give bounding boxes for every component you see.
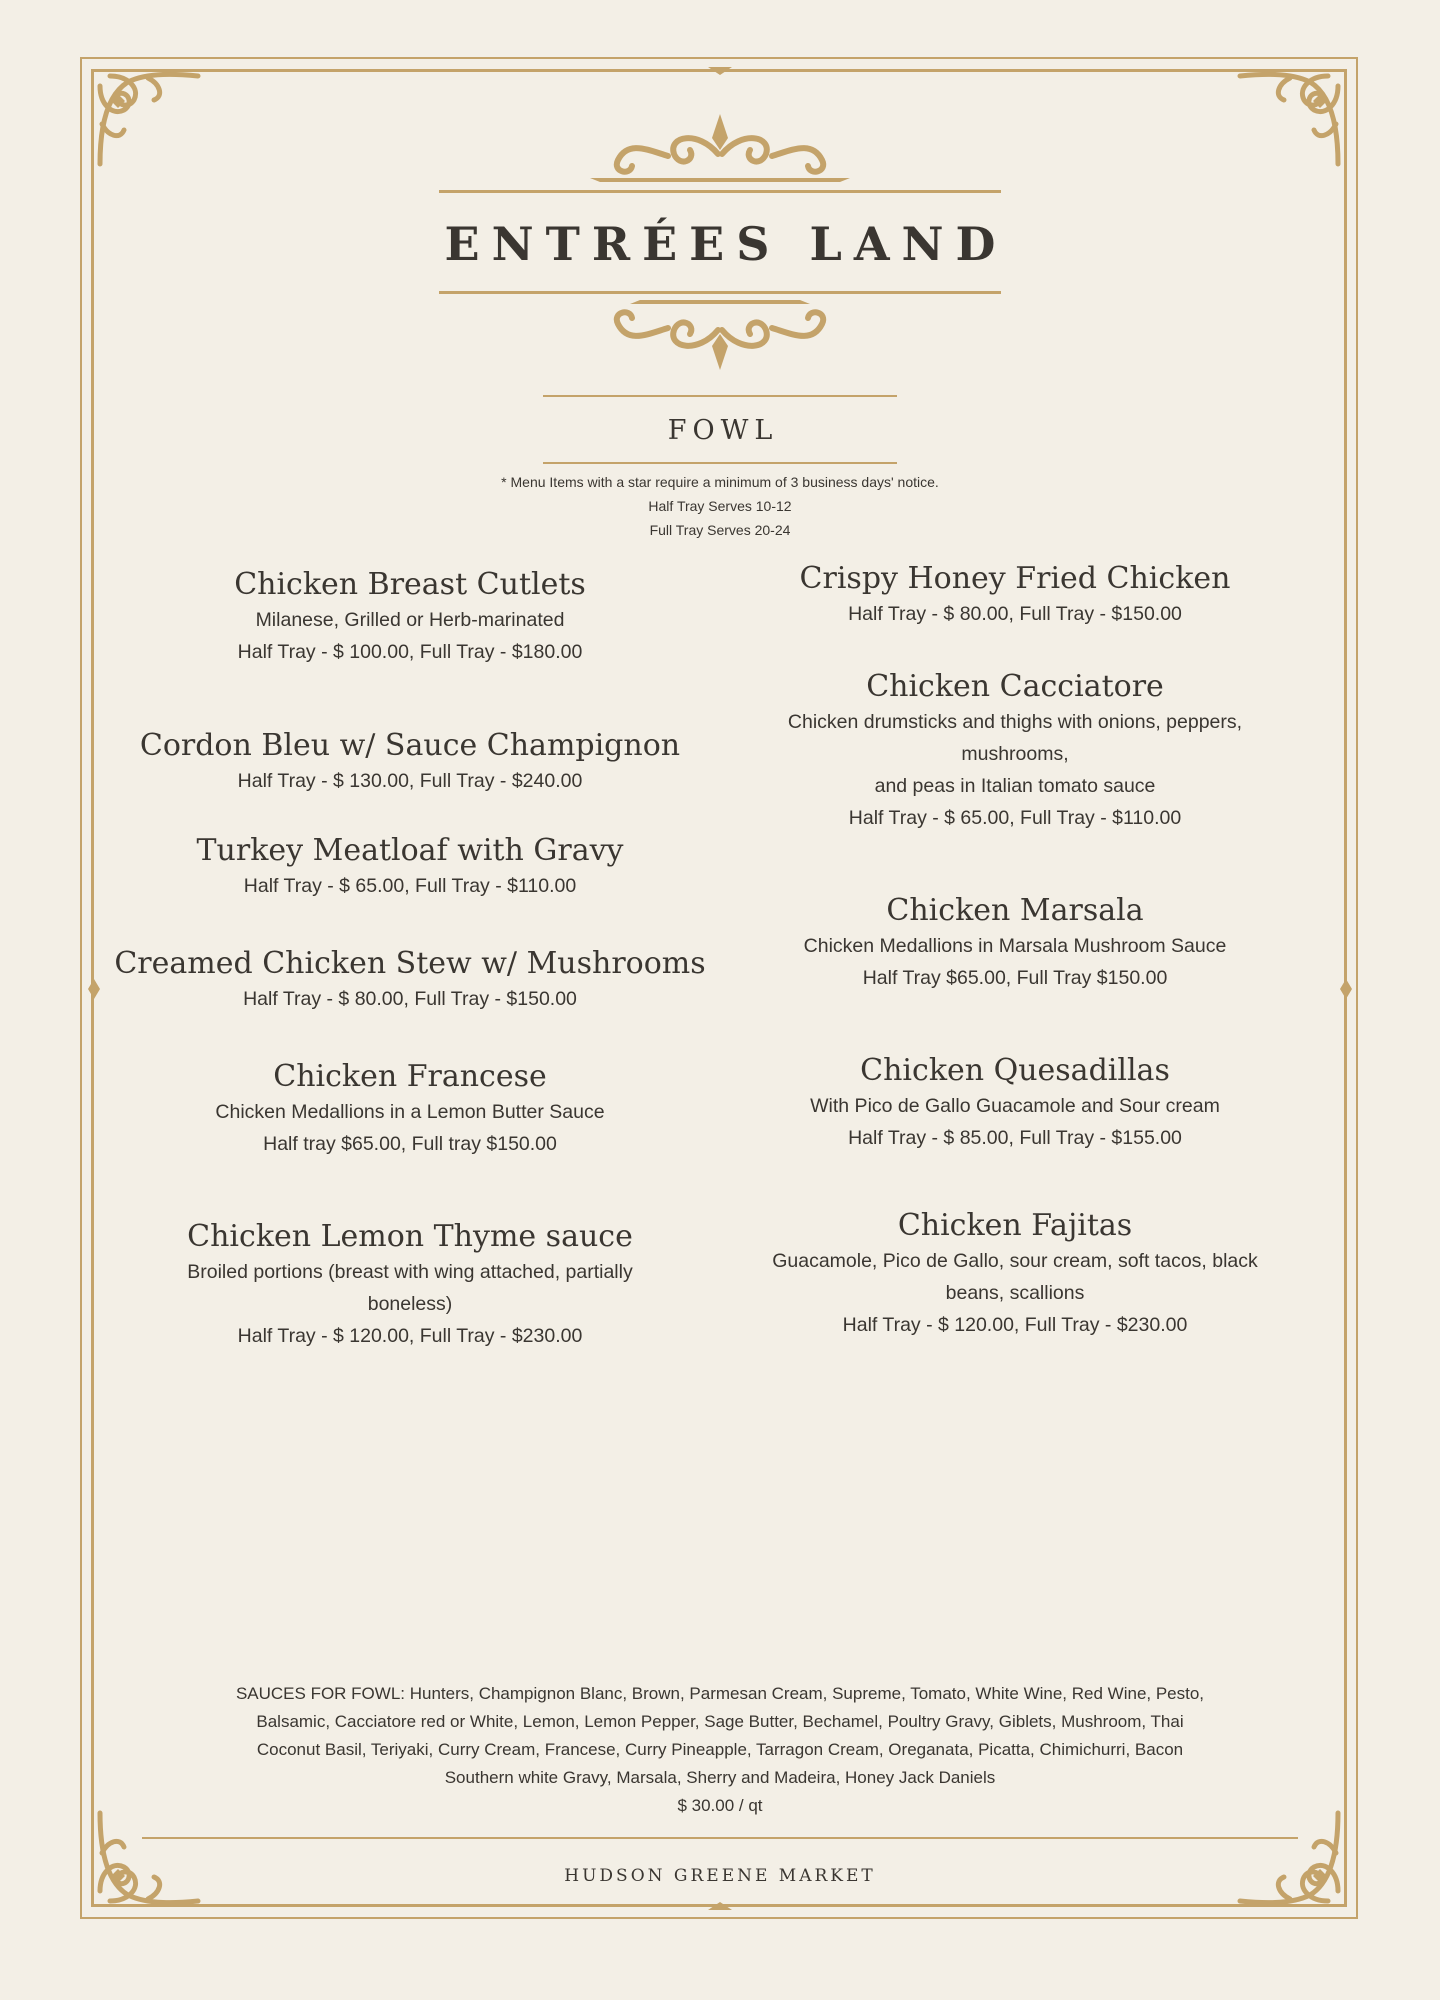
note-line: Half Tray Serves 10-12 xyxy=(648,498,792,514)
menu-item xyxy=(120,832,700,902)
item-name: Crispy Honey Fried Chicken xyxy=(799,561,1231,596)
item-name: Chicken Cacciatore xyxy=(866,669,1164,704)
sauces-list xyxy=(180,1680,1260,1820)
section-header xyxy=(0,395,1440,542)
item-price: Half Tray - $ 65.00, Full Tray - $110.00 xyxy=(243,875,577,897)
item-name: Chicken Lemon Thyme sauce xyxy=(187,1219,633,1254)
item-name: Chicken Fajitas xyxy=(897,1208,1133,1243)
menu-item xyxy=(725,1207,1305,1341)
sauces-line: Coconut Basil, Teriyaki, Curry Cream, Francese, Curry Pineapple, Tarragon Cream, Oreganata, Picatta, Chimichurri, Bacon xyxy=(256,1740,1184,1759)
footer-rule xyxy=(142,1837,1298,1839)
section-title: FOWL xyxy=(667,415,779,446)
flourish-top-icon xyxy=(570,110,870,190)
item-name: Chicken Marsala xyxy=(886,893,1144,928)
item-price: Half Tray - $ 80.00, Full Tray - $150.00 xyxy=(243,988,577,1010)
section-notes xyxy=(0,470,1440,542)
sauces-line: Southern white Gravy, Marsala, Sherry and Madeira, Honey Jack Daniels xyxy=(444,1768,996,1787)
item-name: Creamed Chicken Stew w/ Mushrooms xyxy=(114,946,706,981)
item-name: Chicken Quesadillas xyxy=(860,1053,1170,1088)
item-description: mushrooms, xyxy=(961,743,1069,765)
menu-item xyxy=(725,1052,1305,1154)
note-line: * Menu Items with a star require a minimum of 3 business days' notice. xyxy=(501,474,939,490)
page-title: ENTRÉES LAND xyxy=(444,217,1008,271)
menu-item xyxy=(120,566,700,668)
item-price: Half Tray - $ 85.00, Full Tray - $155.00 xyxy=(848,1127,1182,1149)
item-name: Cordon Bleu w/ Sauce Champignon xyxy=(139,728,681,763)
title-block xyxy=(0,110,1440,374)
sauces-line: Balsamic, Cacciatore red or White, Lemon, Lemon Pepper, Sage Butter, Bechamel, Poultry Gravy, Giblets, Mushroom, Thai xyxy=(256,1712,1184,1731)
frame-diamond-icon xyxy=(88,979,100,999)
flourish-bottom-icon xyxy=(570,294,870,374)
item-description: Milanese, Grilled or Herb-marinated xyxy=(255,609,565,631)
menu-item xyxy=(120,727,700,797)
menu-item xyxy=(120,1218,700,1352)
frame-notch-icon xyxy=(708,1900,732,1912)
footer-brand: HUDSON GREENE MARKET xyxy=(564,1866,876,1886)
menu-item xyxy=(725,560,1305,630)
sauces-price: $ 30.00 / qt xyxy=(677,1796,763,1815)
item-price: Half Tray $65.00, Full Tray $150.00 xyxy=(862,967,1168,989)
menu-item xyxy=(110,945,710,1015)
item-price: Half Tray - $ 120.00, Full Tray - $230.00 xyxy=(842,1314,1188,1336)
menu-item xyxy=(725,892,1305,994)
item-price: Half Tray - $ 80.00, Full Tray - $150.00 xyxy=(848,603,1182,625)
title-rule-top xyxy=(439,190,1001,193)
frame-diamond-icon xyxy=(1340,979,1352,999)
item-price: Half Tray - $ 120.00, Full Tray - $230.00 xyxy=(237,1325,583,1347)
section-rule-bottom xyxy=(543,462,897,464)
item-description: boneless) xyxy=(367,1293,453,1315)
item-description: Broiled portions (breast with wing attached, partially xyxy=(187,1261,633,1283)
item-description: Chicken Medallions in a Lemon Butter Sauce xyxy=(215,1101,605,1123)
item-name: Chicken Breast Cutlets xyxy=(234,567,586,602)
sauces-line: SAUCES FOR FOWL: Hunters, Champignon Blanc, Brown, Parmesan Cream, Supreme, Tomato, White Wine, Red Wine, Pesto, xyxy=(235,1684,1205,1703)
menu-item xyxy=(725,668,1305,834)
item-description: beans, scallions xyxy=(945,1282,1085,1304)
item-description: Chicken Medallions in Marsala Mushroom Sauce xyxy=(803,935,1227,957)
frame-notch-icon xyxy=(708,65,732,77)
item-description: and peas in Italian tomato sauce xyxy=(874,775,1156,797)
item-price: Half Tray - $ 65.00, Full Tray - $110.00 xyxy=(848,807,1182,829)
note-line: Full Tray Serves 20-24 xyxy=(649,522,791,538)
item-price: Half Tray - $ 100.00, Full Tray - $180.00 xyxy=(237,641,583,663)
item-description: Chicken drumsticks and thighs with onions, peppers, xyxy=(787,711,1243,733)
menu-item xyxy=(120,1058,700,1160)
item-name: Chicken Francese xyxy=(273,1059,547,1094)
item-name: Turkey Meatloaf with Gravy xyxy=(196,833,624,868)
item-description: Guacamole, Pico de Gallo, sour cream, soft tacos, black xyxy=(772,1250,1258,1272)
item-price: Half Tray - $ 130.00, Full Tray - $240.00 xyxy=(237,770,583,792)
item-description: With Pico de Gallo Guacamole and Sour cream xyxy=(810,1095,1220,1117)
item-price: Half tray $65.00, Full tray $150.00 xyxy=(263,1133,557,1155)
section-rule-top xyxy=(543,395,897,397)
